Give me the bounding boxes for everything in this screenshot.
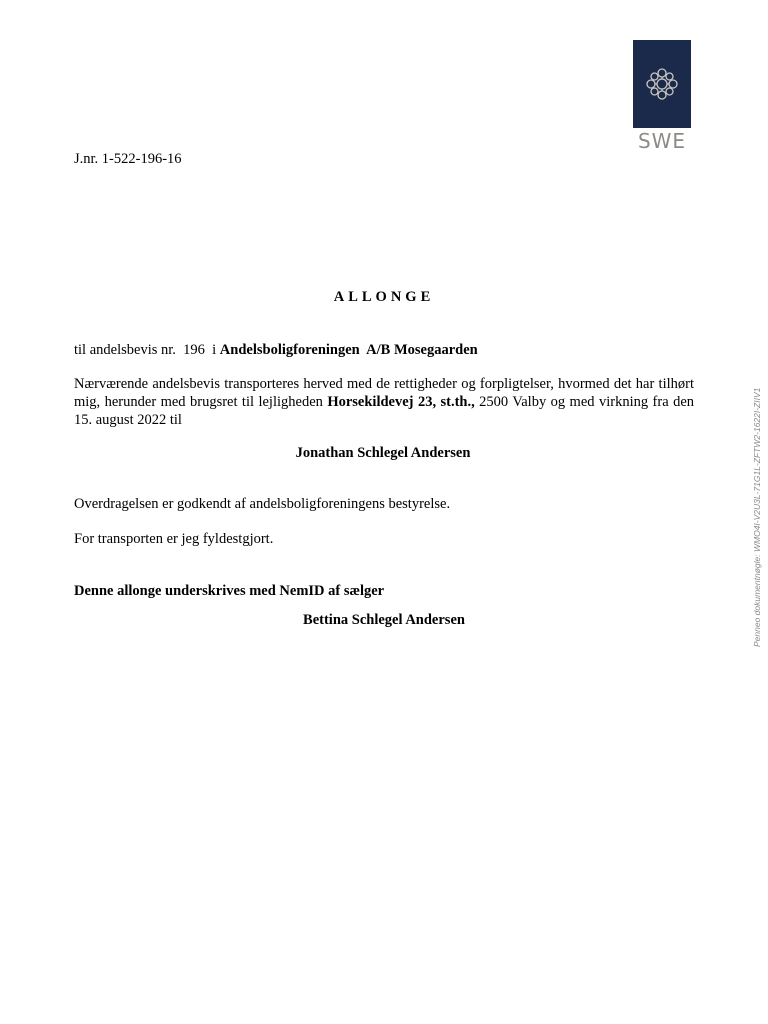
association-name: Andelsboligforeningen A/B Mosegaarden xyxy=(219,342,478,358)
subtitle-prefix: til andelsbevis nr. 196 i xyxy=(74,342,220,358)
document-title: ALLONGE xyxy=(333,289,435,305)
para-part2: 2500 Valby og med virkning fra den 15. august 2022 til xyxy=(74,394,695,428)
logo-text: SWE xyxy=(637,129,687,153)
seller-name: Bettina Schlegel Andersen xyxy=(303,612,465,628)
approval-statement: Overdragelsen er godkendt af andelsboligforeningens bestyrelse. xyxy=(74,496,451,512)
address: Horsekildevej 23, st.th., xyxy=(327,394,475,410)
subtitle xyxy=(74,342,478,359)
journal-number: J.nr. 1-522-196-16 xyxy=(74,151,182,167)
transfer-paragraph xyxy=(74,375,694,429)
payment-statement: For transporten er jeg fyldestgjort. xyxy=(74,531,274,547)
transferee-name: Jonathan Schlegel Andersen xyxy=(295,445,471,461)
swe-logo xyxy=(633,40,691,152)
knot-emblem-icon xyxy=(642,64,682,104)
para-part1: Nærværende andelsbevis transporteres herved med de rettigheder og forpligtelser, hvormed det har tilhørt mig, herunder med brugsret til lejligheden xyxy=(74,376,694,410)
logo-emblem xyxy=(633,40,691,128)
penneo-document-key: Penneo dokumentnøgle: WMO4I-V2U3L-71G1L-ZFTW2-1622I-ZIIV1 xyxy=(752,387,762,647)
signature-note: Denne allonge underskrives med NemID af sælger xyxy=(74,583,385,599)
